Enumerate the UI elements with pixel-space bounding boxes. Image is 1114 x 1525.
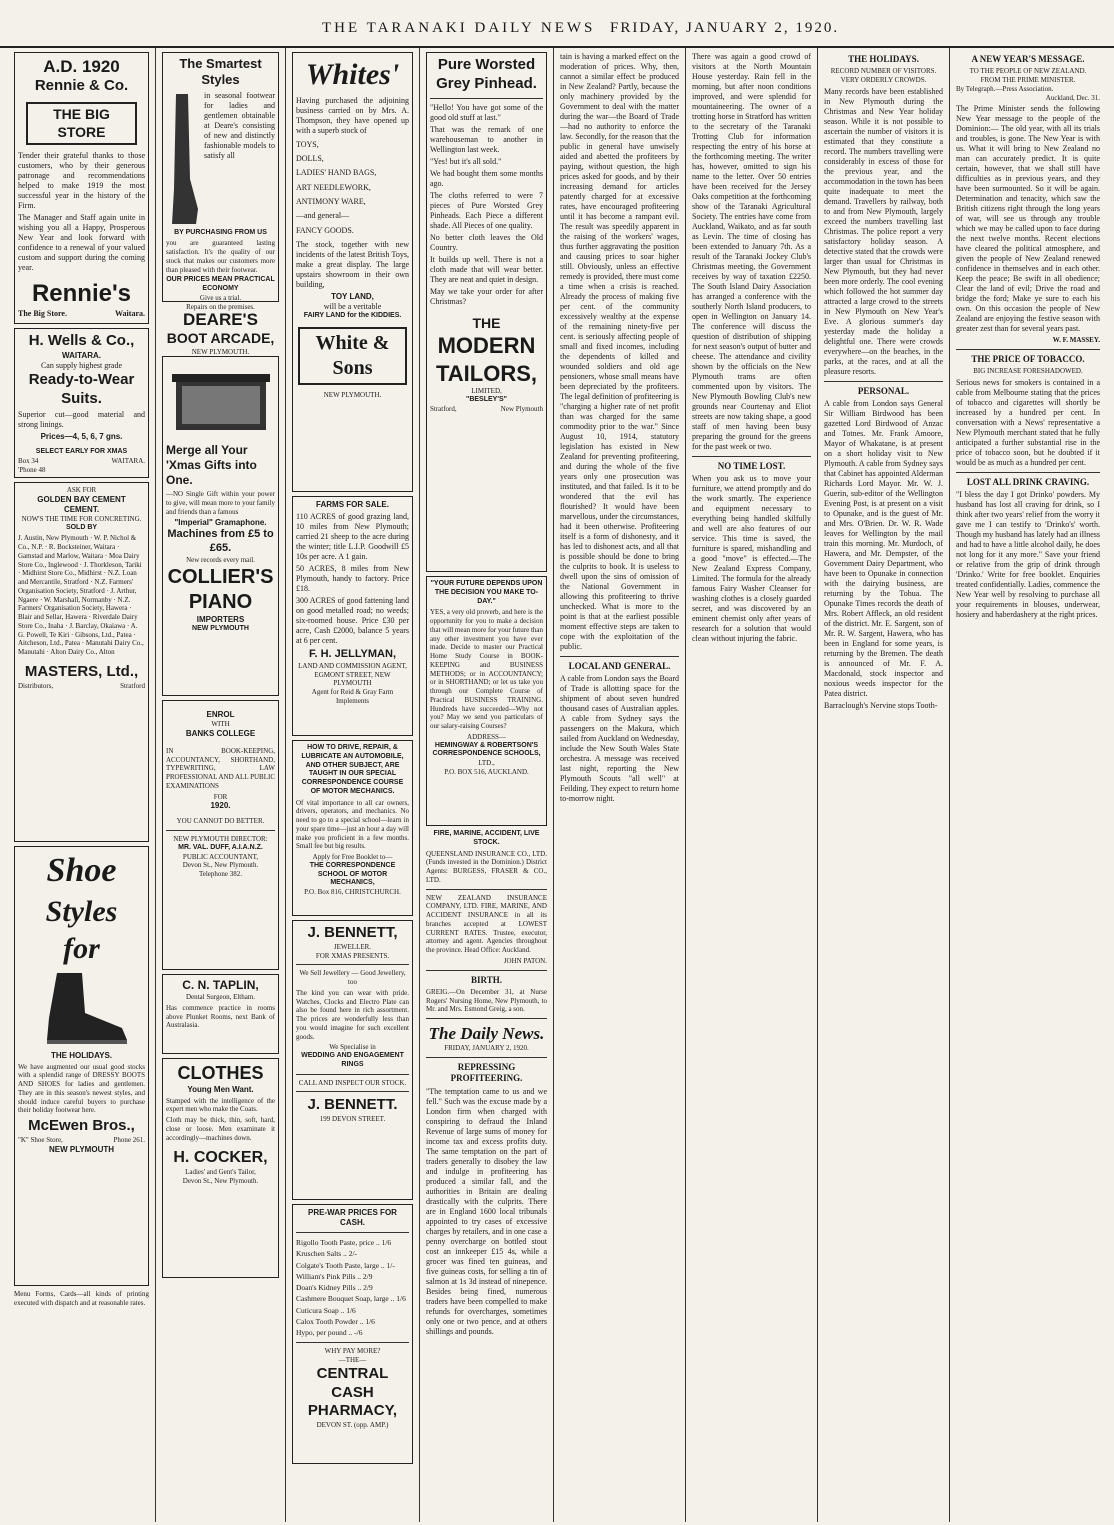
farms-ad	[292, 496, 413, 736]
golden-bay: GOLDEN BAY CEMENT	[37, 494, 126, 504]
piano-label: PIANO	[188, 590, 253, 613]
personal-text: A cable from London says General Sir William Birdwood has been gazetted Lord Birdwood of Anzac and Totnes. Mr. Frank Amoore, Mayor of Whakatane, is at present on a short holiday visit to New Plymouth. A cable from Sydney says that Cabinet has appointed Alderman Richards Lord Mayor. Mr. W. J. Guerin, sub-editor of the Wellington Evening Post, is at present on a visit to Opunake, and is the guest of Mr. and Mrs. O'Brien. Dr. W. R. Wade leaves for Wellington by the mail train this morning. Mr. Murdoch, of Hawera, and Mr. Dempster, of the Government Dairy Department, who have been to Opunake in connection with the dairying business, are returning by the Tohua. The Opunake Times records the death of Mrs. Robert Affleck, an old resident of the district. Mr. E. Sargent, son of Mr. R. W. Sargent, Hawera, who has been in England for some years, is returning by the Bremen. The death is announced of Mr. F. A. Macdonald, stock inspector and noxious weeds inspector for the Patea district.	[824, 399, 943, 698]
rennies-logo: Rennie's	[31, 280, 132, 307]
banks-year: 1920.	[210, 801, 231, 811]
motor-heading: HOW TO DRIVE, REPAIR, & LUBRICATE AN AUTOMOBILE, AND OTHER SUBJECT, ARE TAUGHT IN OUR SPECIAL CORRESPONDENCE COURSE OF MOTOR MECHANICS.	[301, 744, 404, 795]
duff-telephone: Telephone 382.	[198, 870, 243, 878]
wells-text: Superior cut—good material and strong linings.	[18, 410, 145, 430]
duff-name: MR. VAL. DUFF, A.I.A.N.Z.	[178, 843, 263, 851]
deare-ad	[162, 52, 279, 311]
remark-text: That was the remark of one warehouseman to another in Wellington last week.	[430, 124, 543, 154]
wells-box-town: WAITARA.	[111, 457, 145, 465]
mcewen-phone: Phone 261.	[113, 1135, 145, 1144]
new-plymouth-label: New Plymouth	[500, 404, 543, 413]
sell-text: The kind you can wear with pride. Watches, Clocks and Electro Plate can also be found here in rich assortment. The prices are wonderfully less than you would imagine for such excellent goods.	[296, 988, 409, 1041]
column-2	[156, 48, 286, 1522]
motor-ad	[292, 740, 413, 916]
central-pharmacy: CENTRAL CASH PHARMACY,	[307, 1364, 398, 1420]
grey-pinhead: Grey Pinhead.	[436, 74, 537, 92]
besley-label: "BESLEY'S"	[466, 395, 507, 403]
merge-heading: Merge all Your 'Xmas Gifts into One.	[166, 443, 257, 487]
wells-town: WAITARA.	[62, 350, 101, 360]
price-list-item: Hypo, per pound .. -/6	[296, 1328, 363, 1337]
bennett-address: 199 DEVON STREET.	[319, 1115, 386, 1123]
accountant-label: PUBLIC ACCOUNTANT,	[182, 852, 259, 861]
new-records: New records every mail.	[186, 555, 255, 564]
whites-item: FANCY GOODS.	[296, 225, 354, 235]
wells-prices: Prices—4, 5, 6, 7 gns.	[40, 432, 123, 442]
clothes-text: Stamped with the intelligence of the expert men who make the Coats.	[166, 1096, 275, 1114]
tobacco-heading: THE PRICE OF TOBACCO.	[971, 354, 1085, 364]
fairy-land: FAIRY LAND for the KIDDIES.	[303, 312, 402, 320]
farm-3: 300 ACRES of good fattening land on good metalled road; no weeds; six-roomed house. Price £30 per acre, Cash £2000, balance 5 years at 6 per cent.	[296, 596, 409, 645]
motor-po-box: P.O. Box 816, CHRISTCHURCH.	[304, 888, 401, 896]
masthead	[0, 18, 1114, 48]
whites-item: TOYS,	[296, 139, 319, 149]
the-label: —THE—	[338, 1356, 367, 1364]
column-7	[818, 48, 950, 1522]
order-text: May we take your order for after Christmas?	[430, 286, 543, 306]
cocker-sub: Ladies' and Gent's Tailor,	[185, 1168, 256, 1177]
modern-label: MODERN	[437, 333, 536, 358]
auckland-dateline: Auckland, Dec. 31.	[1045, 93, 1100, 102]
whites-item: —and general—	[296, 211, 350, 221]
cocker-ad	[162, 1058, 279, 1278]
yes-quote: "Yes! but it's all sold."	[430, 156, 502, 166]
with-label: WITH	[211, 720, 230, 728]
purchase-text: you are guaranteed lasting satisfaction. It's the quality of our stock that makes our customers more than pleased with their footwear.	[166, 239, 275, 274]
apply-booklet: Apply for Free Booklet to—	[312, 853, 393, 861]
orderly-crowds: VERY ORDERLY CROWDS.	[840, 76, 927, 84]
shoe-illustration-icon	[166, 89, 200, 229]
correspondence-school: THE CORRESPONDENCE SCHOOL OF MOTOR MECHANICS,	[309, 861, 396, 887]
column-3	[286, 48, 420, 1522]
bennett-name: J. BENNETT,	[307, 924, 398, 941]
nz-insurance: NEW ZEALAND INSURANCE COMPANY, LTD. FIRE, MARINE, AND ACCIDENT INSURANCE in all its branches accepted at LOWEST CURRENT RATES. Trustee, executor, attorney and agent. Agencies throughout the province. Head Office: Auckland.	[426, 893, 547, 954]
banks-college: BANKS COLLEGE	[185, 728, 256, 738]
birth-heading: BIRTH.	[471, 974, 502, 985]
deare-town: NEW PLYMOUTH.	[191, 347, 250, 356]
news-items-text-2: When you ask us to move your furniture, we attend promptly and do the work smartly. The experience and equipment necessary to everything being handled skilfully and well are also features of our service. This time is saved, the furniture is spared, mishandling and a good "move" is effected.—The New Zealand Express Company, Limited. The formula for the already famous Fairy Washer Cleanser for washing clothes is a closely guarded secret, and was discovered by an eminent chemist only after years of research for a solution that would clean without injuring the fabric.	[692, 474, 811, 644]
dental-surgeon: Dental Surgeon, Eltham.	[185, 993, 256, 1001]
importers-label: IMPORTERS	[196, 614, 245, 624]
rennie-ad	[14, 52, 149, 324]
whites-title: Whites'	[305, 58, 400, 91]
rennie-foot-right: Waitara.	[115, 309, 145, 318]
whites-item: ART NEEDLEWORK,	[296, 182, 371, 192]
jellyman-agent: Agent for Reid & Gray Farm Implements	[311, 688, 394, 705]
whites-ad	[292, 52, 413, 492]
boot-arcade: BOOT ARCADE,	[166, 330, 275, 347]
duff-address: Devon St., New Plymouth.	[182, 861, 259, 870]
give-trial: Give us a trial.	[199, 293, 242, 302]
whites-text: Having purchased the adjoining business carried on by Mrs. A. Thompson, they have opened up with a superb stock of	[296, 95, 409, 135]
whites-item: ANTIMONY WARE,	[296, 197, 366, 207]
daily-news-flag: The Daily News.	[428, 1024, 545, 1043]
jeweller-label: JEWELLER.	[333, 942, 372, 951]
the-label: THE	[472, 314, 501, 331]
whites-text-2: The stock, together with new incidents of the latest British Toys, make a great display. The large upstairs showroom in their own building,	[296, 240, 409, 290]
column-8	[950, 48, 1106, 1522]
future-heading: "YOUR FUTURE DEPENDS UPON THE DECISION YOU MAKE TO-DAY."	[430, 580, 543, 605]
sell-jewellery: We Sell Jewellery — Good Jewellery, too	[299, 969, 406, 986]
white-sons-logo: White & Sons	[298, 327, 407, 385]
cocker-name: H. COCKER,	[173, 1149, 268, 1167]
hemingway-ad	[426, 576, 547, 826]
why-pay-more: WHY PAY MORE?	[324, 1347, 381, 1356]
price-list-item: William's Pink Pills .. 2/9	[296, 1271, 373, 1281]
telegraph-line: By Telegraph.—Press Association.	[956, 84, 1054, 93]
deare-name: DEARE'S	[183, 310, 258, 329]
bennett-name-2: J. BENNETT.	[307, 1096, 398, 1114]
banks-text: IN BOOK-KEEPING, ACCOUNTANCY, SHORTHAND, TYPEWRITING, LAW PROFESSIONAL AND ALL PUBLIC EXAMINATIONS	[166, 746, 275, 790]
director-label: NEW PLYMOUTH DIRECTOR:	[173, 835, 268, 843]
column-4	[420, 48, 554, 1522]
drink-text: "I bless the day I got Drinko' powders. My husband has lost all craving for drink, so I think after two years' relief from the worry it gave me I can testify to 'Drinko's' worth. Though my husband has lately had an illness and had to have a little alcohol daily, he does not long for it any more." Save your friend or relative from the grip of drink through 'Drinko.' Write for free booklet. Enquiries treated confidentially. Ladies, commence the New Year well by resolving to purchase all your requirements in blouses, underwear, hosiery and haberdashery at the right prices.	[956, 490, 1100, 620]
for-label: FOR	[213, 792, 228, 801]
newspaper-title: THE TARANAKI DAILY NEWS	[322, 20, 596, 36]
farms-heading: FARMS FOR SALE.	[316, 500, 389, 509]
pure-worsted: Pure Worsted	[437, 56, 536, 73]
hemingway-ltd: LTD.,	[478, 759, 495, 767]
masters-right: Stratford	[120, 681, 145, 690]
prewar-heading: PRE-WAR PRICES FOR CASH.	[308, 1208, 397, 1227]
price-list-item: Cashmere Bouquet Soap, large .. 1/6	[296, 1294, 406, 1304]
sold-by: SOLD BY	[65, 523, 98, 531]
bennett-ad	[292, 920, 413, 1200]
hello-quote: "Hello! You have got some of the good old stuff at last."	[430, 102, 543, 122]
white-sons-town: NEW PLYMOUTH.	[323, 390, 382, 399]
holiday-text: We have augmented our usual good stocks with a splendid range of DRESSY BOOTS AND SHOES for ladies and gentlemen. They are in this season's newest styles, and should induce careful buyers to purchase their holiday footwear here.	[18, 1062, 145, 1115]
daily-date: FRIDAY, JANUARY 2, 1920.	[444, 1044, 529, 1053]
for-script: for	[63, 932, 100, 965]
banks-ad	[162, 700, 279, 970]
wells-phone: 'Phone 48	[18, 465, 46, 474]
xmas-presents: FOR XMAS PRESENTS.	[315, 951, 390, 960]
smart-text: in seasonal footwear for ladies and gentlemen obtainable at Deare's consisting of new and distinctly fashionable models to satisfy all	[204, 90, 275, 160]
cement-agents: J. Austin, New Plymouth · W. P. Nichol & Co., N.P. · R. Bocksteiner, Waitara · Gamstad and Marlow, Waitara · Moa Dairy Store Co., Inglewood · J. Thorkleson, Tariki · Midhirst Store Co., Midhirst · N.Z. Loan and Mercantile, Stratford · N.Z. Farmers' Organisation Society, Stratford · J. Arthur, Ngaere · W. Marshall, Normanby · N.Z. Farmers' Organisation Society, Hawera · Blair and Sellar, Hawera · Riverdale Dairy Store Co., Inaha · J. Barclay, Okaiawa · A. G. Powell, Te Kiri · Gibsons, Ltd., Patea · Aitcheson, Ltd., Patea · Manutahi Dairy Co., Manutahi · Alton Dairy Co., Alton	[18, 534, 144, 656]
price-list-item: Cuticura Soap .. 1/6	[296, 1305, 356, 1315]
repairs-note: Repairs on the premises.	[186, 302, 255, 311]
wells-xmas: SELECT EARLY FOR XMAS	[35, 448, 128, 456]
jellyman-sub: LAND AND COMMISSION AGENT, EGMONT STREET, NEW PLYMOUTH	[298, 661, 407, 688]
new-year-message-heading: A NEW YEAR'S MESSAGE.	[971, 54, 1085, 64]
wedding-rings: WEDDING AND ENGAGEMENT RINGS	[301, 1052, 404, 1068]
whites-items	[296, 138, 409, 239]
drink-heading: LOST ALL DRINK CRAVING.	[966, 477, 1090, 487]
future-text: YES, a very old proverb, and here is the opportunity for you to make a decision that will mean more for your future than any other investment you have ever made. Decide to master our Practical Home Study Course in BOOK-KEEPING and BUSINESS METHODS; or in ACCOUNTANCY; or in SHORTHAND; or let us take you through our Complete Course of Practical BUSINESS TRAINING. Hundreds have succeeded—Why not you? May we send you particulars of our salary-raising Courses?	[430, 608, 543, 730]
rennie-text-2: The Manager and Staff again unite in wishing you all a Happy, Prosperous New Year and look forward with confidence to a renewal of your valued custom and support during the coming year.	[18, 213, 145, 272]
masters-left: Distributors,	[18, 681, 54, 690]
repressing-heading: REPRESSING PROFITEERING.	[450, 1062, 523, 1084]
better-text: No better cloth leaves the Old Country.	[430, 232, 543, 252]
farm-2: 50 ACRES, 8 miles from New Plymouth, handy to factory. Price £18.	[296, 564, 409, 593]
message-text: The Prime Minister sends the following New Year message to the people of the Dominion:— The old year, with all its trials and troubles, is gone. The New Year is with us. What it will bring to New Zealand no man can accurately predict. It is quite certain, however, that we shall still have difficulties as in previous years, and they have been surmounted. So it will be again. Determination and tenacity, which saw the British citizens right through the long years of war, will see us through any trouble which we may be called upon to face during the next twelve months. Recent elections have cleared the political atmosphere, and given the people of New Zealand renewed confidence in themselves and in each other. Keep the peace; Be swift in all obedience; Clear the land of evil; Drive the road and bridge the ford; Make ye sure to each his own. On this occasion the people of New Zealand are enjoying the festive season with greater zest than for several years past.	[956, 104, 1100, 334]
big-store-label: THE BIG STORE	[26, 102, 137, 145]
rennie-year: A.D. 1920	[43, 57, 120, 76]
rennie-foot-left: The Big Store.	[18, 309, 67, 318]
hemingway-name: HEMINGWAY & ROBERTSON'S CORRESPONDENCE SCHOOLS,	[432, 741, 541, 758]
limited-label: LIMITED,	[471, 387, 502, 395]
rennie-text: Tender their grateful thanks to those customers, who by their generous patronage and recommendations helped to make 1919 the most successful year in the history of the Firm.	[18, 151, 145, 210]
cement-ad	[14, 482, 149, 842]
to-the-people: TO THE PEOPLE OF NEW ZEALAND.	[969, 67, 1087, 76]
farm-1: 110 ACRES of good grazing land, 10 miles from New Plymouth; carried 21 sheep to the acre during the winter; title L.I.P. Goodwill £5 10s per acre. A 1 gain.	[296, 512, 409, 561]
queensland-insurance: QUEENSLAND INSURANCE CO., LTD. (Funds invested in the Dominion.) District Agents: BURGESS, FRASER & CO., LTD.	[426, 849, 547, 884]
rennie-name: Rennie & Co.	[34, 77, 129, 95]
tailors-label: TAILORS,	[435, 360, 538, 386]
repressing-text: "The temptation came to us and we fell." Such was the excuse made by a London firm when charged with conspiring to defraud the Inland Revenue of large sums of money for income tax and excess profits duty. The same temptation on the part of traders generally to disobey the law and indulge in profiteering has produced a similar fall, and the authorities in Britain are dealing drastically with the culprits. There are in England 1600 local tribunals appointed to try cases of excessive charges by retailers, and in one case a penny overcharge on bottled stout cost an innkeeper £15 4s, while a grocer was fined ten guineas, and five guineas costs, for selling a tin of salmon at 1s 3d instead of ninepence. Besides being fined, numerous traders have been compelled to make refunds for overcharges, sometimes only one or two pence, and at others shillings and pounds.	[426, 1086, 547, 1336]
wells-supply: Can supply highest grade	[40, 360, 123, 370]
holidays-heading: THE HOLIDAYS.	[848, 54, 919, 64]
birth-notice: GREIG.—On December 31, at Nurse Rogers' Nursing Home, New Plymouth, to Mr. and Mrs. Esmond Greig, a son.	[426, 987, 547, 1014]
bought-text: We had bought them some months ago.	[430, 168, 543, 188]
price-list-item: Colgate's Tooth Paste, large .. 1/-	[296, 1260, 395, 1270]
stratford-label: Stratford,	[430, 404, 457, 413]
mcewen-town: NEW PLYMOUTH	[48, 1144, 115, 1154]
mcewen-name: McEwen Bros.,	[28, 1117, 135, 1134]
masters-name: MASTERS, Ltd.,	[24, 662, 139, 680]
smartest-styles: The Smartest Styles	[179, 56, 262, 88]
call-inspect: CALL AND INSPECT OUR STOCK.	[298, 1078, 407, 1087]
cloths-text: The cloths referred to were 7 pieces of Pure Worsted Grey Pinheads. Each Piece a different shade. All Pieces of one quality.	[430, 190, 543, 230]
holidays-heading: THE HOLIDAYS.	[50, 1050, 113, 1060]
suits-heading: Suits.	[61, 389, 102, 407]
local-general-heading: LOCAL AND GENERAL.	[568, 661, 671, 671]
pharmacy-address: DEVON ST. (opp. AMP.)	[316, 1421, 389, 1429]
personal-heading: PERSONAL.	[857, 385, 910, 396]
price-list-item: Calox Tooth Powder .. 1/6	[296, 1316, 375, 1326]
taplin-ad	[162, 974, 279, 1054]
price-list-item: Rigollo Tooth Paste, price .. 1/6	[296, 1238, 392, 1247]
cement-label: CEMENT.	[63, 504, 100, 514]
toyland: TOY LAND,	[331, 292, 374, 302]
young-men: Young Men Want.	[187, 1084, 254, 1094]
john-paton: JOHN PATON.	[503, 956, 547, 965]
hemingway-po-box: P.O. BOX 516, AUCKLAND.	[444, 767, 529, 776]
menu-forms: Menu Forms, Cards—all kinds of printing executed with dispatch and at reasonable rates.	[14, 1290, 149, 1307]
taplin-name: C. N. TAPLIN,	[182, 978, 259, 992]
deare-name-block	[162, 306, 279, 356]
merge-text: —NO Single Gift within your power to give, will mean more to your family and friends than a famous	[166, 490, 275, 516]
local-general-text: A cable from London says the Board of Trade is allotting space for the shipment of about seven hundred thousand cases of Australian apples. A cable from Sydney says the passengers on the Makura, which sailed from Auckland on Wednesday, include the New South Wales State orchestra. A message was received last night, reporting the New Plymouth Scouts "all well" at Feilding. They expect to return home to-morrow night.	[560, 674, 679, 804]
clothes-text-2: Cloth may be thick, thin, soft, hard, close or loose. Men examinate it accordingly—machines down.	[166, 1116, 275, 1142]
cocker-town: Devon St., New Plymouth.	[182, 1177, 259, 1185]
imperial-gramophone: "Imperial" Gramaphone.	[174, 518, 267, 528]
column-6	[686, 48, 818, 1522]
no-time-lost-heading: NO TIME LOST.	[717, 461, 786, 471]
nervine-ad: Barraclough's Nervine stops Tooth-	[824, 701, 938, 710]
jellyman-name: F. H. JELLYMAN,	[309, 648, 396, 660]
holidays-text: Many records have been established in New Plymouth during the Christmas and New Year holiday season. While it is not possible to ascertain the number of visitors it is estimated that they constitute a record. The numbers travelling were considerably in excess of those for the previous year, and the accommodation in the town has been quite inadequate to meet the demand. Travellers by railway, both to and from New Plymouth, largely exceed the numbers travelling last Christmas. The police report a very satisfactory holiday season. A detective stated that the crowds were larger than usual for Christmas in New Plymouth, but they had never been more orderly. The cool evening which followed the hot summer day attracted a large crowd to the streets in New Plymouth on New Year's Eve. A glorious summer's day yesterday made the holiday a delightful one. There were crowds everywhere—on the beaches, in the parks, at the races, and at all the pleasure resorts.	[824, 86, 943, 376]
wells-box: Box 34	[18, 457, 39, 465]
colliers-name: COLLIER'S	[167, 565, 274, 588]
tobacco-text: Serious news for smokers is contained in a cable from Melbourne stating that the prices of tobacco and cigarettes will shortly be increased by a hundred per cent. In conversation with a News' representative a New Plymouth merchant stated that he fully anticipated a further substantial rise in the price of tobacco soon, but he doubted if it would be as much as a hundred per cent.	[956, 378, 1100, 467]
purchase-heading: BY PURCHASING FROM US	[174, 228, 267, 236]
wells-ad	[14, 328, 149, 478]
concreting-time: NOW'S THE TIME FOR CONCRETING.	[21, 514, 142, 523]
fire-marine-heading: FIRE, MARINE, ACCIDENT, LIVE STOCK.	[433, 830, 540, 846]
wells-name: H. Wells & Co.,	[28, 332, 135, 349]
builds-text: It builds up well. There is not a cloth made that will wear better. They are neat and quiet in design.	[430, 254, 543, 284]
shoe-script: Shoe	[46, 852, 117, 889]
motor-text: Of vital importance to all car owners, drivers, operators, and mechanics. No need to go to a special school—learn in your spare time—just an hour a day will make you proficient in a few months. Small fee but big results.	[296, 798, 409, 851]
ready-to-wear: Ready-to-Wear	[28, 370, 135, 388]
ask-for: ASK FOR	[66, 486, 97, 494]
whites-item: DOLLS,	[296, 153, 324, 163]
machines-price: Machines from £5 to £65.	[167, 528, 274, 554]
from-prime-minister: FROM THE PRIME MINISTER.	[980, 76, 1076, 84]
taplin-text: Has commence practice in rooms above Plunket Rooms, next Bank of Australasia.	[166, 1003, 275, 1030]
column-1	[8, 48, 156, 1522]
issue-date: FRIDAY, JANUARY 2, 1920.	[610, 20, 840, 36]
whites-item: LADIES' HAND BAGS,	[296, 168, 377, 178]
price-list-item: Doan's Kidney Pills .. 2/9	[296, 1283, 373, 1292]
collier-town: NEW PLYMOUTH	[192, 624, 249, 632]
economy-heading: OUR PRICES MEAN PRACTICAL ECONOMY	[166, 276, 275, 292]
collier-ad	[162, 356, 279, 696]
address-label: ADDRESS—	[467, 732, 506, 741]
tobacco-subheading: BIG INCREASE FORESHADOWED.	[973, 367, 1083, 376]
clothes-heading: CLOTHES	[177, 1063, 264, 1083]
price-list-item: Kruschen Salts .. 2/-	[296, 1249, 358, 1259]
record-visitors: RECORD NUMBER OF VISITORS.	[830, 67, 937, 76]
mcewen-store: "K" Shoe Store,	[18, 1135, 63, 1144]
styles-script: Styles	[45, 894, 118, 928]
massey-signature: W. F. MASSEY.	[1052, 336, 1100, 345]
gramophone-icon	[166, 360, 276, 440]
mcewen-ad	[14, 846, 149, 1286]
enrol-label: ENROL	[206, 710, 235, 719]
price-list	[296, 1237, 409, 1338]
column-5	[554, 48, 686, 1522]
veritable: will be a veritable	[323, 302, 382, 312]
boot-icon	[27, 968, 137, 1048]
news-items-text: There was again a good crowd of visitors at the North Mountain House yesterday. Rain fell in the morning, but after noon conditions improved, and were splendid for mountaineering. The owner of a trotting horse in Stratford has written to the secretary of the Taranaki Trotting Club for information respecting the entry of his horse at the forthcoming meeting. The writer has, however, omitted to sign his name to the letter. Over 50 entries have been received for the Jersey Oaks competition at the forthcoming show of the Taranaki Agricultural Society. The entries have come from Auckland, Waikato, and as far south as Levin. The time of closing has been extended to January 7th. As a result of the Taranaki Jockey Club's Christmas meeting, the Government receives by way of taxation £2250. The South Island Dairy Association has arranged a conference with the southerly North Island producers, to open in Wellington on January 14. The conference will discuss the question of distribution of shipping for next season's output of butter and cheese. The attendance and civility shown by the officials on the New Plymouth trams are often commented upon by visitors. The New Plymouth Bowling Club's new grounds near Courtenay and Eliot streets are now taking shape, a good staff of men having been busy preparing the ground for the greens for the past week or two.	[692, 52, 811, 451]
profiteering-text: tain is having a marked effect on the moderation of prices. Why, then, cannot a similar effect be produced in New Zealand? Partly, because the only machinery provided by the Government to deal with the matter during the war—the Board of Trade—had no authority to enforce the law. Secondly, for the reason that the public in general have unwisely aided and abetted the profiteers by paying, without question, the high prices asked for goods, and by their increasing demand for articles patently charged for at excessive rates, have encouraged profiteering until it has become a rampant evil. The result was speedily apparent in the raising of the workers' wages, thus further aggravating the position and causing prices to soar higher still. Obviously, unless an effective remedy is provided, there must come a time when a crisis is reached. Already the process of making five per cent. of the community excessively wealthy at the expense of the remaining ninety-five per cent. is seriously affecting people of small and fixed incomes, including the dependents of killed and wounded soldiers and old age pensioners, whose small means have been depreciated by the profiteers. The legal definition of profiteering is "charging a higher rate of net profit than was charged for the same commodity prior to the war." Since August 10, 1914, statutory legislation has existed in New Zealand for preventing profiteering, and during the whole of the five years only one prosecution was instituted, and that failed. Is it to be wondered that the evil has flourished? It would have been marvellous, under the circumstances, had it been otherwise. Profiteering itself is a form of dishonesty, and it has led to dishonest acts, and all that is possible should be done to bring the culprits to book. It is useless to dwell upon the sins of omission of the National Government in allowing this profiteering to thrive unchecked. What is more to the point is that at the earliest possible moment effective steps are taken to cope with the exploitation of the public.	[560, 52, 679, 651]
cannot-better: YOU CANNOT DO BETTER.	[176, 817, 265, 826]
pharmacy-ad	[292, 1204, 413, 1464]
specialise-in: We Specialise in	[329, 1043, 376, 1052]
modern-tailors-ad	[426, 52, 547, 572]
